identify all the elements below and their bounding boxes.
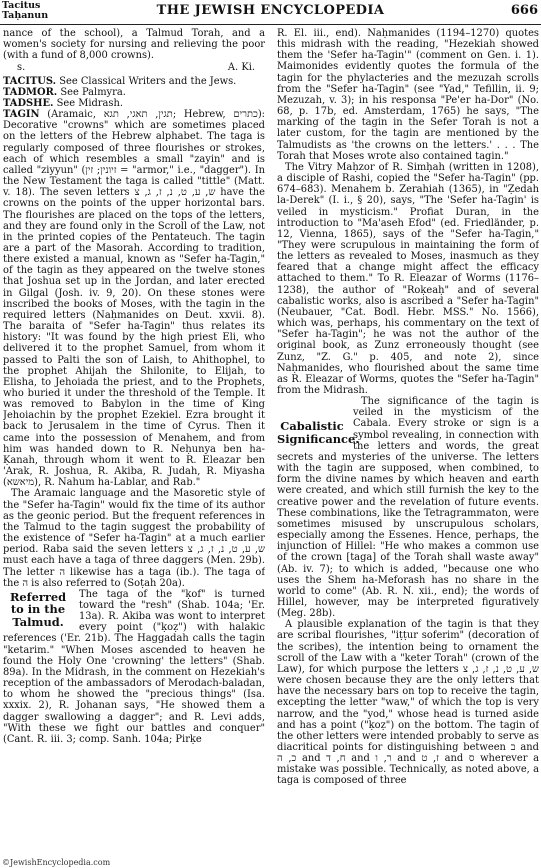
page-header: [0, 0, 541, 25]
page-number: 666: [510, 3, 538, 18]
article-signature: [3, 62, 265, 73]
article-paragraph: The significance of the tagin is veiled in the mysticism of the Cabala. Every stroke or sign is a symbol revealing, in connection with the letters and words, the great secrets and mysteries of the universe. The letters with the tagin are supposed, when combined, to form the divine names by which heaven and earth were created, and which still furnish the key to the creative power and the revelation of future events. These combinations, like the Tetragrammaton, were sometimes misused by unscrupulous scholars, especially among the Essenes. Hence, perhaps, the injunction of Hillel: "He who makes a common use of the crown [taga] of the Torah shall waste away" (Ab. iv. 7); to which is added, "because one who uses the Shem ha-Meforash has no share in the world to come" (Ab. R. N. xii., end); the words of Hillel, however, may be interpreted figuratively (Meg. 28b).: [277, 396, 539, 620]
article-paragraph: A plausible explanation of the tagin is that they are scribal flourishes, "iṭṭur soferim" (decoration of the scribes), the intention being to ornament the scroll of the Law with a "keter Torah" (crown of the Law), for which purpose the letters ש, ע, ט, נ, ז, ג, צ were chosen because they are the only letters that have the necessary bars on top to receive the tagin, excepting the letter "waw," of which the top is very narrow, and the "yod," whose head is turned aside and has a point ("ḳoẓ") on the bottom. The tagin of the other letters were intended probably to serve as diacritical points for distinguishing between ב and כ, ה and ח, ד and ר, ו and ז, ט and ס wherever a mistake was possible. Technically, as noted above, a taga is composed of three: [277, 619, 539, 787]
entry-tacitus: [3, 76, 265, 87]
entry-headword: TACITUS.: [3, 75, 57, 87]
marginal-heading: Cabalistic Significance.: [277, 419, 360, 446]
entry-headword: TADMOR.: [3, 86, 58, 98]
article-paragraph: The Aramaic language and the Masoretic style of the "Sefer ha-Tagin" would fix the time of its author as the geonic period. But the frequent references in the Talmud to the tagin suggest the probability of the existence of "Sefer ha-Tagin" at a much earlier period. Raba said the seven letters ש, ע, ט, נ, ז, ג, צ must each have a taga of three daggers (Men. 29b). The letter ה likewise has a taga (ib.). The taga of the ה is also referred to (Soṭah 20a).: [3, 488, 265, 589]
article-text: (Aramaic, תגין, תאגי, תגא; Hebrew, כתרים): Decorative "crowns" which are sometimes placed on the letters of the Hebrew alphabet. The taga is regularly composed of three flourishes or strokes, each of which resembles a small "zayin" and is called "ziyyun" (זיונין; זין = "armor," i.e., "dagger"). In the New Testament the taga is called "tittle" (Matt. v. 18). The seven letters ש, ע, ט, נ, ז, ג, צ have the crowns on the points of the upper horizontal bars. The flourishes are placed on the tops of the letters, and they are found only in the Scroll of the Law, not in the printed copies of the Pentateuch. The tagin are a part of the Masorah. According to tradition, there existed a manual, known as "Sefer ha-Tagin," of the tagin as they appeared on the twelve stones that Joshua set up in the Jordan, and later erected in Gilgal (Josh. iv. 9, 20). On these stones were inscribed the books of Moses, with the tagin in the required letters (Naḥmanides on Deut. xxvii. 8). The baraita of "Sefer ha-Tagin" thus relates its history: "It was found by the high priest Eli, who delivered it to the prophet Samuel, from whom it passed to Palti the son of Laish, to Ahithophel, to the prophet Ahijah the Shilonite, to Elijah, to Elisha, to Jehoiada the priest, and to the Prophets, who buried it under the threshold of the Temple. It was removed to Babylon in the time of King Jehoiachin by the prophet Ezekiel. Ezra brought it back to Jerusalem in the time of Cyrus. Then it came into the possession of Menahem, and from him was handed down to R. Neḥunya ben ha-Ḳanah, through whom it went to R. Eleazar ben 'Arak, R. Joshua, R. Akiba, R. Judah, R. Miyasha (מיאשא), R. Nahum ha-Lablar, and Rab.": [3, 109, 265, 489]
article-paragraph: The taga of the "ḳof" is turned toward the "resh" (Shab. 104a; 'Er. 13a). R. Akiba was wont to interpret every point ("ḳoẓ") with halakic references ('Er. 21b). The Haggadah calls the tagin "ketarim." "When Moses ascended to heaven he found the Holy One 'crowning' the letters" (Shab. 89a). In the Midrash, in the comment on Hezekiah's reception of the ambassadors of Merodach-baladan, to whom he showed the "precious things" (Isa. xxxix. 2), R. Johanan says, "He showed them a dagger swallowing a dagger"; and R. Levi adds, "With these we fight our battles and conquer" (Cant. R. iii. 3; comp. Sanh. 104a; Pirḳe: [3, 588, 265, 745]
marginal-heading: Referred to in the Talmud.: [9, 589, 67, 629]
cabalistic-section: [277, 396, 539, 619]
signature-initial: s.: [17, 62, 26, 74]
entry-tadmor: [3, 87, 265, 98]
article-paragraph: The Vitry Maḥzor of R. Simḥah (written in 1208), a disciple of Rashi, copied the "Sefer ha-Tagin" (pp. 674–683). Menahem b. Zerahiah (1365), in "Ẓedah la-Derek" (I. i., § 20), says, "The 'Sefer ha-Tagin' is veiled in mysticism." Profiat Duran, in the introduction to "Ma'aseh Efod" (ed. Friedländer, p. 12, Vienna, 1865), says of the "Sefer ha-Tagin," "They were scrupulous in maintaining the form of the letters as revealed to Moses, inasmuch as they feared that a change might affect the efficacy attached to them." To R. Eleazar of Worms (1176–1238), the author of "Roḳeaḥ" and of several cabalistic works, also is ascribed a "Sefer ha-Tagin" (Neubauer, "Cat. Bodl. Hebr. MSS." No. 1566), which was, perhaps, his commentary on the text of "Sefer ha-Tagin"; he was not the author of the original book, as Zunz erroneously thought (see Zunz, "Z. G." p. 405, and note 2), since Naḥmanides, who flourished about the same time as R. Eleazar of Worms, quotes the "Sefer ha-Tagin" from the Midrash.: [277, 161, 539, 396]
publication-title: THE JEWISH ENCYCLOPEDIA: [156, 3, 385, 18]
entry-headword: TADSHE.: [3, 97, 54, 109]
cross-reference-link[interactable]: See Palmyra.: [60, 86, 126, 98]
cross-reference-link[interactable]: See Midrash.: [56, 97, 123, 109]
cross-reference-link[interactable]: See Classical Writers and the Jews.: [59, 75, 237, 87]
entry-tadshe: [3, 98, 265, 109]
running-head-line-2: Taḥanun: [2, 10, 49, 21]
left-column: [3, 28, 265, 854]
signature-author: A. Ki.: [227, 62, 255, 74]
right-column: [277, 28, 539, 854]
continued-text: nance of the school), a Talmud Torah, and a women's society for nursing and relieving the poor (with a fund of 8,000 crowns).: [3, 28, 265, 62]
copyright-footer: ©JewishEncyclopedia.com: [2, 858, 111, 867]
entry-headword: TAGIN: [3, 109, 40, 121]
running-head-line-1: Tacitus: [2, 0, 41, 11]
article-paragraph: R. El. iii., end). Naḥmanides (1194–1270) quotes this midrash with the reading, "Hezekiah showed them the 'Sefer ha-Tagin'" (comment on Gen. i. 1). Maimonides evidently quotes the formula of the tagin for the phylacteries and the mezuzah scrolls from the "Sefer ha-Tagin" (see "Yad," Tefillin, ii. 9; Mezuzah, v. 3); in his responsa "Pe'er ha-Dor" (No. 68, p. 17b, ed. Amsterdam, 1765) he says, "The marking of the tagin in the Sefer Torah is not a later custom, for the tagin are mentioned by the Talmudists as 'the crowns on the letters.' . . . The Torah that Moses wrote also contained tagin.": [277, 28, 539, 162]
entry-tagin: [3, 109, 265, 488]
talmud-section: [3, 589, 265, 745]
